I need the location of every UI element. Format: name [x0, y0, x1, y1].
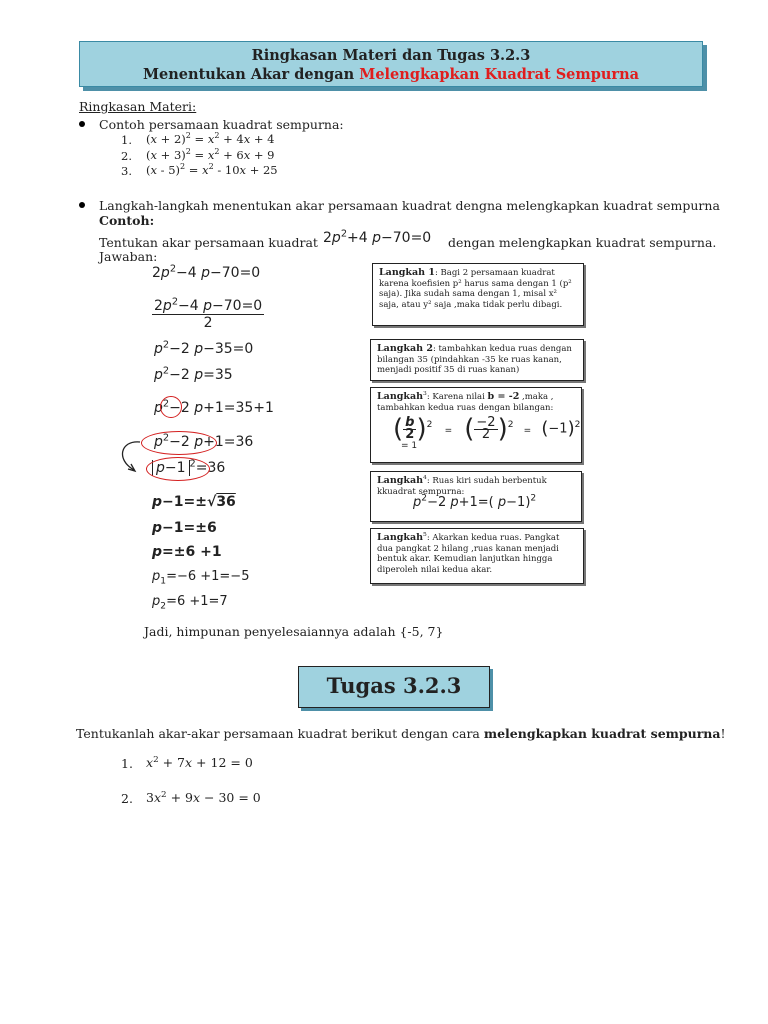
bullet-icon	[79, 121, 85, 127]
step-5-num: 5	[423, 531, 427, 539]
title-line-2-highlight: Melengkapkan Kuadrat Sempurna	[359, 66, 640, 83]
example-num-3: 3.	[121, 164, 132, 178]
step-box-5	[370, 528, 584, 584]
work-line-3: $p^2-2$ p−35=0	[154, 339, 254, 357]
step-1-text: : Bagi 2 persamaan kuadrat karena koefisien p² harus sama dengan 1 (p² saja). Jika sudah sama dengan 1, misal x² saja, atau y² saja ,maka tidak perlu dibagi.	[379, 268, 572, 310]
example-num-2: 2.	[121, 149, 132, 163]
tugas-instruction-suffix: !	[720, 726, 726, 741]
bullet-icon	[79, 202, 85, 208]
step-box-1	[372, 263, 584, 326]
tugas-item-num-2: 2.	[121, 791, 133, 806]
work-line-1: $2p^2-4$ p−70=0	[152, 263, 261, 281]
work-line-6: $p^2-2$ p+1=36	[154, 432, 254, 450]
step-3-num: 3	[423, 390, 427, 398]
step-4-formula: $p^2-2$ p+1=( p−1)$^2$	[413, 493, 537, 510]
problem-suffix: dengan melengkapkan kuadrat sempurna.	[448, 235, 717, 250]
contoh-label: Contoh:	[99, 213, 155, 228]
work-line-9: p−1=±6	[152, 520, 217, 536]
summary-heading: Ringkasan Materi:	[79, 99, 197, 114]
tugas-instruction-prefix: Tentukanlah akar-akar persamaan kuadrat berikut dengan cara	[76, 726, 484, 741]
problem-equation: $2p^2+4$ p−70=0	[323, 228, 432, 246]
bullet-text-1: Contoh persamaan kuadrat sempurna:	[99, 117, 344, 132]
tugas-item-eq-2: $3x^2 + 9x - 30 = 0$	[146, 789, 261, 805]
step-box-2	[370, 339, 584, 381]
step-3-formula: ( $\frac{b}{2}$ )$^2$ = ( $\frac{-2}{2}$ )$^2 = (-1)^2 = 1$	[393, 413, 581, 451]
step-box-3	[370, 387, 582, 463]
tugas-item-num-1: 1.	[121, 756, 133, 771]
conclusion-text: Jadi, himpunan penyelesaiannya adalah {-5, 7}	[144, 624, 444, 639]
curved-arrow-icon	[112, 434, 152, 476]
work-line-12: $p_2=6 +1=7$	[152, 594, 228, 612]
step-5-text: : Akarkan kedua ruas. Pangkat dua pangkat 2 hilang ,ruas kanan menjadi bentuk akar. Kemudian lanjutkan hingga diperoleh nilai kedua akar.	[377, 533, 560, 575]
example-eq-2: $(x + 3)^2 = x^2 + 6x + 9$	[146, 147, 275, 162]
step-3-text-b: ,maka , tambahkan kedua ruas dengan bilangan:	[377, 392, 554, 413]
work-line-8: p−1=±√36	[152, 494, 236, 510]
tugas-item-eq-1: $x^2 + 7x + 12 = 0$	[146, 754, 253, 770]
work-line-11: $p_1=-6 +1=-5$	[152, 569, 250, 587]
work-line-4: $p^2-2$ p=35	[154, 365, 233, 383]
work-line-10: p=±6 +1	[152, 544, 222, 560]
example-num-1: 1.	[121, 133, 132, 147]
tugas-instruction	[76, 726, 726, 741]
step-4-label: Langkah	[377, 475, 424, 486]
highlight-ellipse	[160, 396, 182, 418]
work-line-5: $p^2-2$ p+1=35+1	[154, 398, 274, 416]
example-eq-3: $(x - 5)^2 = x^2 - 10x + 25$	[146, 162, 278, 177]
example-eq-1: $(x + 2)^2 = x^2 + 4x + 4$	[146, 131, 275, 146]
title-line-1: Ringkasan Materi dan Tugas 3.2.3	[251, 47, 531, 64]
tugas-title: Tugas 3.2.3	[298, 666, 490, 708]
title-line-2-prefix: Menentukan Akar dengan	[142, 66, 360, 83]
step-3-text-a: : Karena nilai	[426, 392, 488, 402]
step-3-bold: b = -2	[487, 391, 520, 402]
step-3-label: Langkah	[377, 391, 424, 402]
work-line-7: p−1 $^2$=36	[152, 460, 225, 476]
work-line-2: $\frac{2p^2-4 p-70=0}{2}$	[154, 296, 263, 331]
step-2-text: : tambahkan kedua ruas dengan bilangan 35 (pindahkan -35 ke ruas kanan, menjadi positif 35 di ruas kanan)	[377, 344, 572, 375]
title-banner	[79, 41, 703, 87]
jawaban-label: Jawaban:	[99, 249, 158, 264]
problem-prefix: Tentukan akar persamaan kuadrat	[99, 235, 318, 250]
bullet-text-2: Langkah-langkah menentukan akar persamaan kuadrat dengna melengkapkan kuadrat sempurna	[99, 198, 720, 213]
step-5-label: Langkah	[377, 532, 424, 543]
highlight-ellipse	[146, 457, 210, 481]
tugas-instruction-bold: melengkapkan kuadrat sempurna	[483, 726, 721, 741]
step-4-num: 4	[423, 474, 427, 482]
step-box-4	[370, 471, 582, 522]
step-4-text: : Ruas kiri sudah berbentuk kkuadrat sempurna:	[377, 476, 547, 497]
step-1-label: Langkah 1	[379, 267, 435, 278]
title-line-2	[80, 65, 702, 84]
highlight-ellipse	[141, 431, 217, 455]
step-2-label: Langkah 2	[377, 343, 433, 354]
